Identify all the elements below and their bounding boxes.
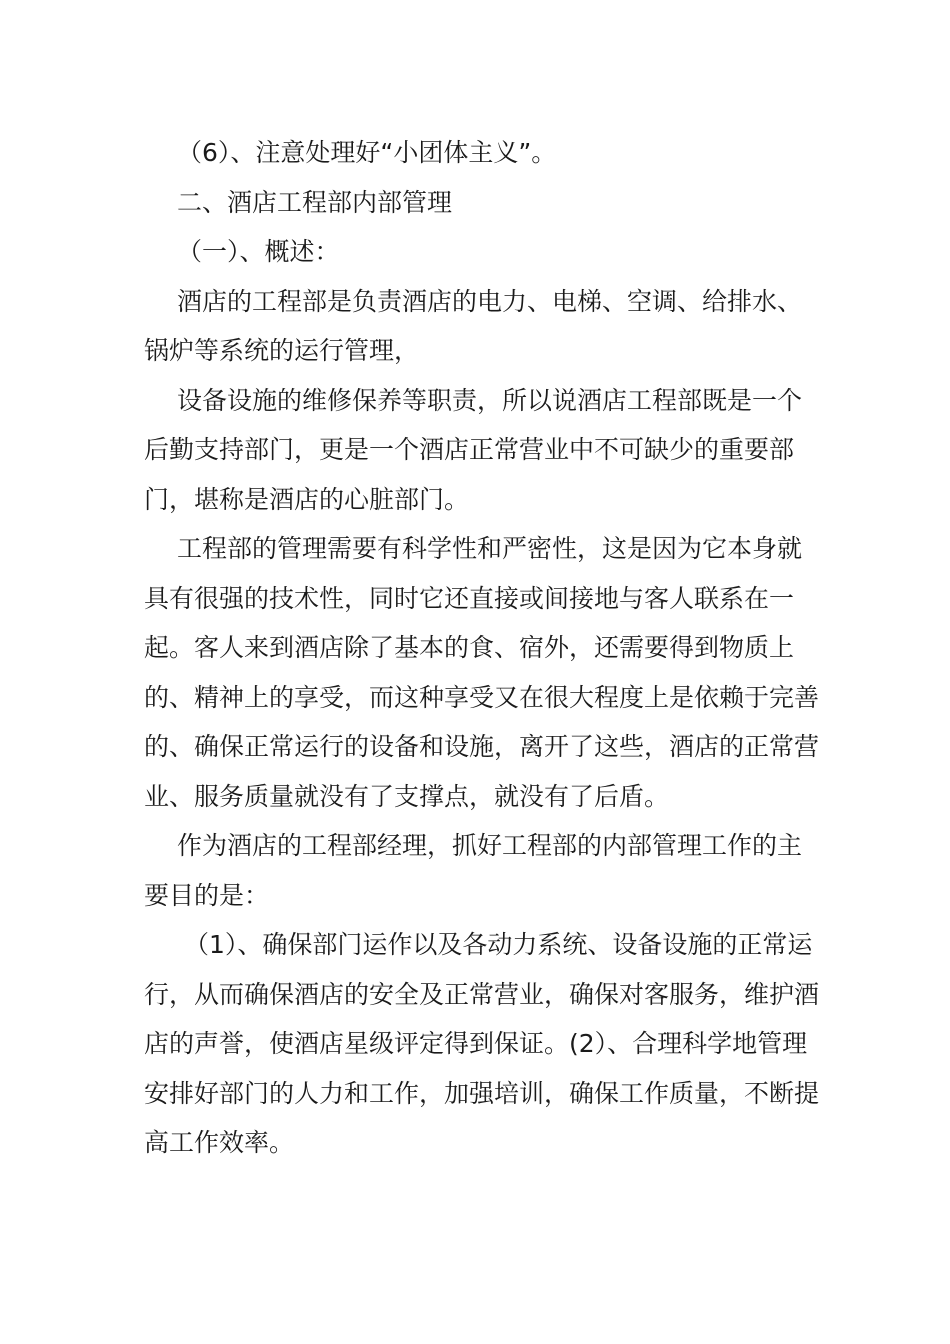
section-heading-2: 二、酒店工程部内部管理 [177, 187, 453, 217]
paragraph-item-6: （6）、注意处理好“小团体主义”。 [177, 138, 557, 167]
document-body [144, 128, 824, 1168]
subsection-heading-overview: （一）、概述： [177, 237, 340, 266]
paragraph-goal-items: （1）、确保部门运作以及各动力系统、设备设施的正常运行，从而确保酒店的安全及正常营业，确保对客服务，维护酒店的声誉，使酒店星级评定得到保证。(2）、合理科学地管理安排好部门的人力和工作，加强培训，确保工作质量，不断提高工作效率。 [144, 930, 820, 1157]
paragraph-management-rigor: 工程部的管理需要有科学性和严密性，这是因为它本身就具有很强的技术性，同时它还直接或间接地与客人联系在一起。客人来到酒店除了基本的食、宿外，还需要得到物质上的、精神上的享受，而这种享受又在很大程度上是依赖于完善的、确保正常运行的设备和设施，离开了这些，酒店的正常营业、服务质量就没有了支撑点，就没有了后盾。 [144, 534, 820, 811]
paragraph-maintenance-role: 设备设施的维修保养等职责，所以说酒店工程部既是一个后勤支持部门，更是一个酒店正常营业中不可缺少的重要部门，堪称是酒店的心脏部门。 [144, 385, 803, 514]
paragraph-engineering-duties: 酒店的工程部是负责酒店的电力、电梯、空调、给排水、锅炉等系统的运行管理， [144, 286, 803, 365]
paragraph-manager-goals: 作为酒店的工程部经理，抓好工程部的内部管理工作的主要目的是： [144, 831, 803, 910]
